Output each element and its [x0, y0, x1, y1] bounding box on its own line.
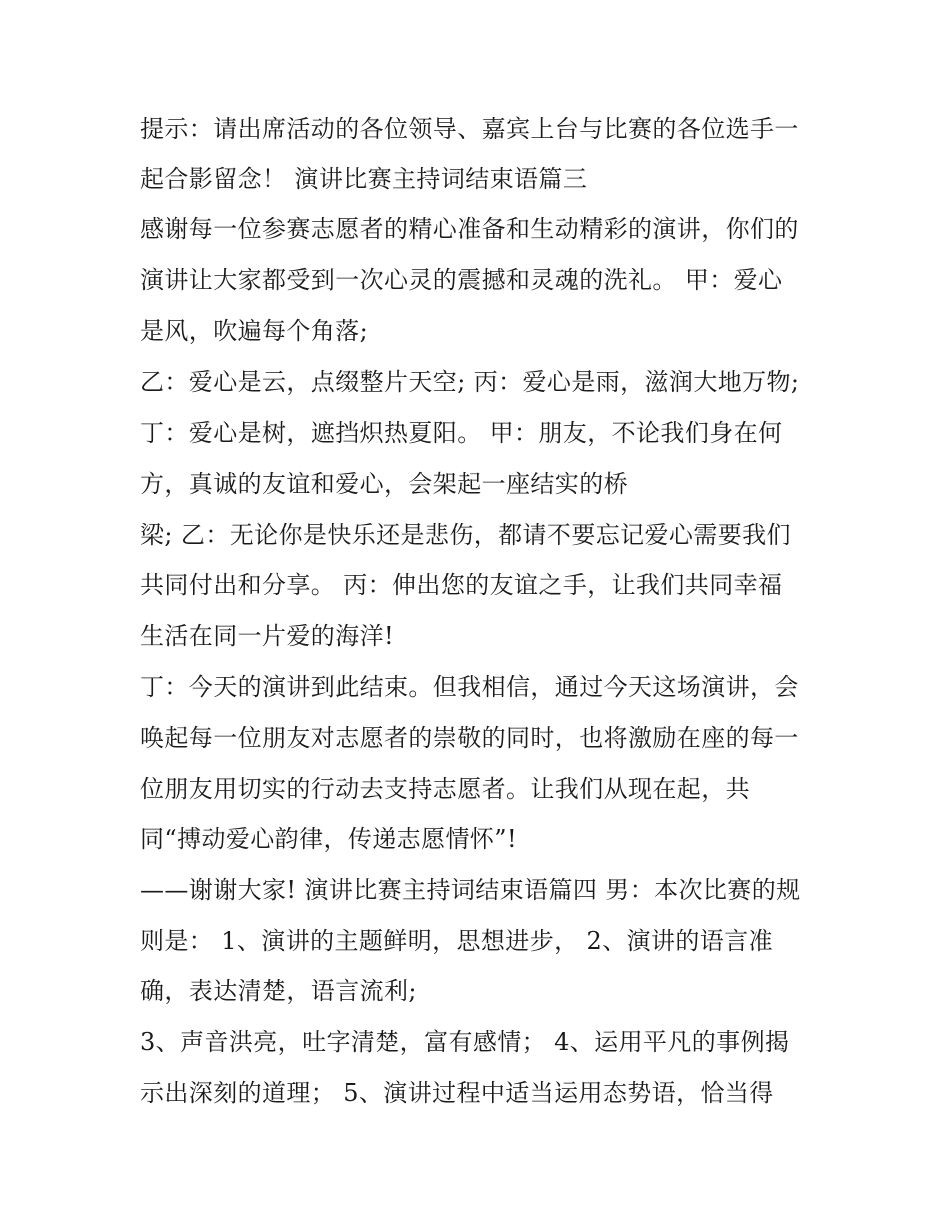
text-line: 共同付出和分享。 丙：伸出您的友谊之手，让我们共同幸福 [140, 571, 783, 599]
text-line: 丁：爱心是树，遮挡炽热夏阳。 甲：朋友，不论我们身在何 [140, 419, 783, 447]
text-line: 梁; 乙：无论你是快乐还是悲伤，都请不要忘记爱心需要我们 [140, 521, 791, 549]
text-line: 同“搏动爱心韵律，传递志愿情怀”! [140, 825, 517, 853]
text-line: 感谢每一位参赛志愿者的精心准备和生动精彩的演讲，你们的 [140, 215, 799, 243]
text-line: 则是： 1、演讲的主题鲜明，思想进步， 2、演讲的语言准 [140, 927, 773, 955]
text-line: 丁：今天的演讲到此结束。但我相信，通过今天这场演讲，会 [140, 673, 799, 701]
text-line: 乙：爱心是云，点缀整片天空; 丙：爱心是雨，滋润大地万物; [140, 368, 800, 396]
text-line: 位朋友用切实的行动去支持志愿者。让我们从现在起，共 [140, 775, 750, 803]
text-line: 生活在同一片爱的海洋! [140, 622, 395, 650]
text-line: 提示：请出席活动的各位领导、嘉宾上台与比赛的各位选手一 [140, 115, 799, 143]
text-line: 方，真诚的友谊和爱心，会架起一座结实的桥 [140, 470, 628, 498]
text-line: ——谢谢大家! 演讲比赛主持词结束语篇四 男：本次比赛的规 [140, 876, 801, 904]
text-line: 是风，吹遍每个角落; [140, 317, 369, 345]
text-line: 3、声音洪亮，吐字清楚，富有感情； 4、运用平凡的事例揭 [140, 1028, 790, 1056]
text-line: 起合影留念！ 演讲比赛主持词结束语篇三 [140, 165, 588, 193]
text-line: 演讲让大家都受到一次心灵的震撼和灵魂的洗礼。 甲：爱心 [140, 266, 783, 294]
text-line: 唤起每一位朋友对志愿者的崇敬的同时，也将激励在座的每一 [140, 724, 799, 752]
text-line: 示出深刻的道理； 5、演讲过程中适当运用态势语，恰当得 [140, 1079, 774, 1107]
text-line: 确，表达清楚，语言流利; [140, 977, 417, 1005]
